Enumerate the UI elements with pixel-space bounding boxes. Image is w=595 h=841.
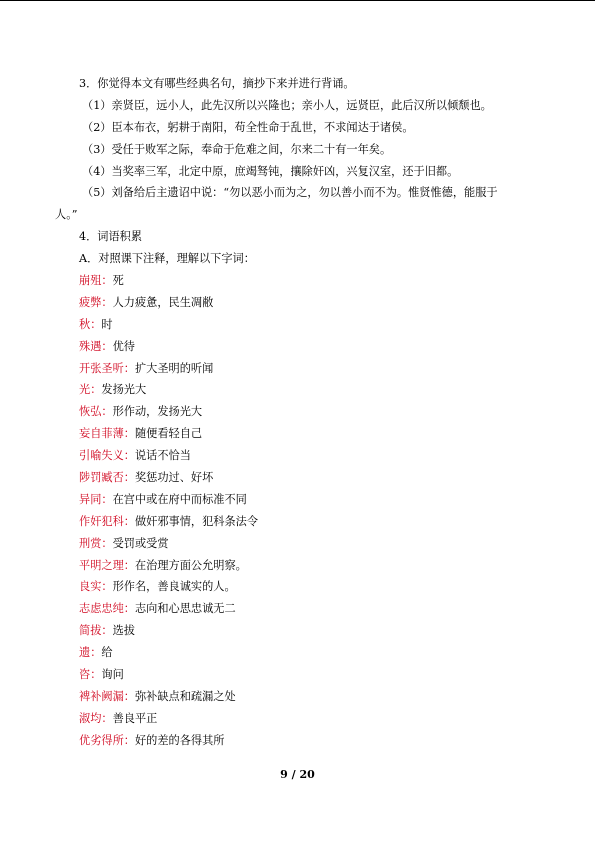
q3-item-1: （1）亲贤臣，远小人，此先汉所以兴隆也；亲小人，远贤臣，此后汉所以倾颓也。 — [82, 98, 492, 112]
vocab-definition: 做奸邪事情，犯科条法令 — [134, 514, 259, 528]
vocab-separator: ： — [123, 733, 135, 747]
vocab-definition: 扩大圣明的听闻 — [134, 361, 214, 375]
vocab-definition: 形作名，善良诚实的人。 — [112, 580, 236, 594]
vocab-separator: ： — [123, 514, 135, 528]
vocab-row — [0, 423, 595, 445]
q3-item-5-continuation: 人。” — [55, 208, 78, 222]
q4-title: 4．词语积累 — [79, 230, 143, 244]
vocab-term: 引喻失义 — [79, 449, 124, 463]
vocab-row — [0, 292, 595, 314]
vocab-term: 开张圣听 — [79, 361, 124, 375]
vocab-row — [0, 664, 595, 686]
vocab-separator: ： — [101, 274, 113, 288]
vocab-term: 简拔 — [79, 624, 102, 638]
vocab-row — [0, 576, 595, 598]
vocab-separator: ： — [101, 536, 113, 550]
vocab-separator: ： — [123, 361, 135, 375]
vocab-term: 志虑忠纯 — [79, 602, 124, 616]
vocab-separator: ： — [101, 624, 113, 638]
vocab-term: 平明之理 — [79, 558, 124, 572]
vocab-definition: 发扬光大 — [101, 383, 147, 397]
vocab-definition: 在治理方面公允明察。 — [134, 558, 247, 572]
vocab-term: 良实 — [79, 580, 102, 594]
vocab-separator: ： — [90, 646, 102, 660]
top-rule — [0, 0, 595, 1]
vocab-definition: 人力疲惫，民生凋敝 — [112, 295, 214, 309]
vocab-separator: ： — [123, 427, 135, 441]
vocab-separator: ： — [123, 471, 135, 485]
vocab-term: 刑赏 — [79, 536, 102, 550]
vocab-separator: ： — [90, 383, 102, 397]
vocab-definition: 死 — [112, 274, 124, 288]
vocab-term: 殊遇 — [79, 339, 102, 353]
vocab-definition: 时 — [101, 317, 113, 331]
page-content — [0, 73, 595, 752]
vocab-term: 陟罚臧否 — [79, 471, 124, 485]
vocab-row — [0, 358, 595, 380]
vocab-row — [0, 642, 595, 664]
vocab-definition: 好的差的各得其所 — [134, 733, 225, 747]
vocab-term: 恢弘 — [79, 405, 102, 419]
page-number: 9 / 20 — [280, 768, 315, 781]
vocab-term: 裨补阙漏 — [79, 689, 124, 703]
vocab-definition: 说话不恰当 — [134, 449, 191, 463]
vocab-separator: ： — [101, 405, 113, 419]
vocab-definition: 志向和心思忠诚无二 — [134, 602, 236, 616]
q4-subtitle: A．对照课下注释，理解以下字词： — [79, 252, 255, 266]
vocab-separator: ： — [101, 492, 113, 506]
term-list — [0, 270, 595, 752]
vocab-term: 妄自菲薄 — [79, 427, 124, 441]
vocab-separator: ： — [101, 295, 113, 309]
q3-item-5: （5）刘备给后主遗诏中说：“勿以恶小而为之，勿以善小而不为。惟贤惟德，能服于 — [82, 186, 498, 200]
vocab-separator: ： — [123, 602, 135, 616]
vocab-separator: ： — [123, 558, 135, 572]
vocab-definition: 形作动，发扬光大 — [112, 405, 203, 419]
vocab-row — [0, 730, 595, 752]
vocab-row — [0, 598, 595, 620]
vocab-definition: 随便看轻自己 — [134, 427, 203, 441]
q3-item-4: （4）当奖率三军，北定中原，庶竭驽钝，攘除奸凶，兴复汉室，还于旧都。 — [82, 164, 459, 178]
vocab-term: 疲弊 — [79, 295, 102, 309]
vocab-row — [0, 401, 595, 423]
vocab-term: 优劣得所 — [79, 733, 124, 747]
vocab-term: 异同 — [79, 492, 102, 506]
vocab-row — [0, 314, 595, 336]
vocab-definition: 善良平正 — [112, 711, 158, 725]
vocab-separator: ： — [101, 339, 113, 353]
vocab-term: 咨 — [79, 668, 91, 682]
vocab-row — [0, 686, 595, 708]
vocab-row — [0, 555, 595, 577]
vocab-row — [0, 270, 595, 292]
vocab-row — [0, 467, 595, 489]
q3-title: 3．你觉得本文有哪些经典名句，摘抄下来并进行背诵。 — [79, 77, 355, 90]
vocab-definition: 受罚或受赏 — [112, 536, 169, 550]
vocab-row — [0, 379, 595, 401]
vocab-row — [0, 708, 595, 730]
vocab-term: 淑均 — [79, 711, 102, 725]
q3-item-3: （3）受任于败军之际，奉命于危难之间，尔来二十有一年矣。 — [82, 142, 392, 156]
vocab-term: 光 — [79, 383, 91, 397]
vocab-definition: 弥补缺点和疏漏之处 — [134, 689, 236, 703]
vocab-separator: ： — [123, 689, 135, 703]
vocab-row — [0, 511, 595, 533]
q3-item-2: （2）臣本布衣，躬耕于南阳，苟全性命于乱世，不求闻达于诸侯。 — [82, 120, 414, 134]
vocab-separator: ： — [90, 668, 102, 682]
vocab-separator: ： — [101, 580, 113, 594]
vocab-separator: ： — [101, 711, 113, 725]
vocab-term: 秋 — [79, 317, 91, 331]
vocab-row — [0, 620, 595, 642]
vocab-term: 作奸犯科 — [79, 514, 124, 528]
vocab-definition: 选拔 — [112, 624, 135, 638]
vocab-definition: 询问 — [101, 668, 124, 682]
vocab-row — [0, 445, 595, 467]
vocab-separator: ： — [123, 449, 135, 463]
vocab-definition: 奖惩功过、好坏 — [134, 471, 214, 485]
vocab-definition: 给 — [101, 646, 113, 660]
vocab-row — [0, 533, 595, 555]
vocab-row — [0, 489, 595, 511]
vocab-separator: ： — [90, 317, 102, 331]
vocab-row — [0, 336, 595, 358]
vocab-term: 遗 — [79, 646, 91, 660]
vocab-definition: 优待 — [112, 339, 135, 353]
vocab-definition: 在宫中或在府中而标准不同 — [112, 492, 247, 506]
vocab-term: 崩殂 — [79, 274, 102, 288]
